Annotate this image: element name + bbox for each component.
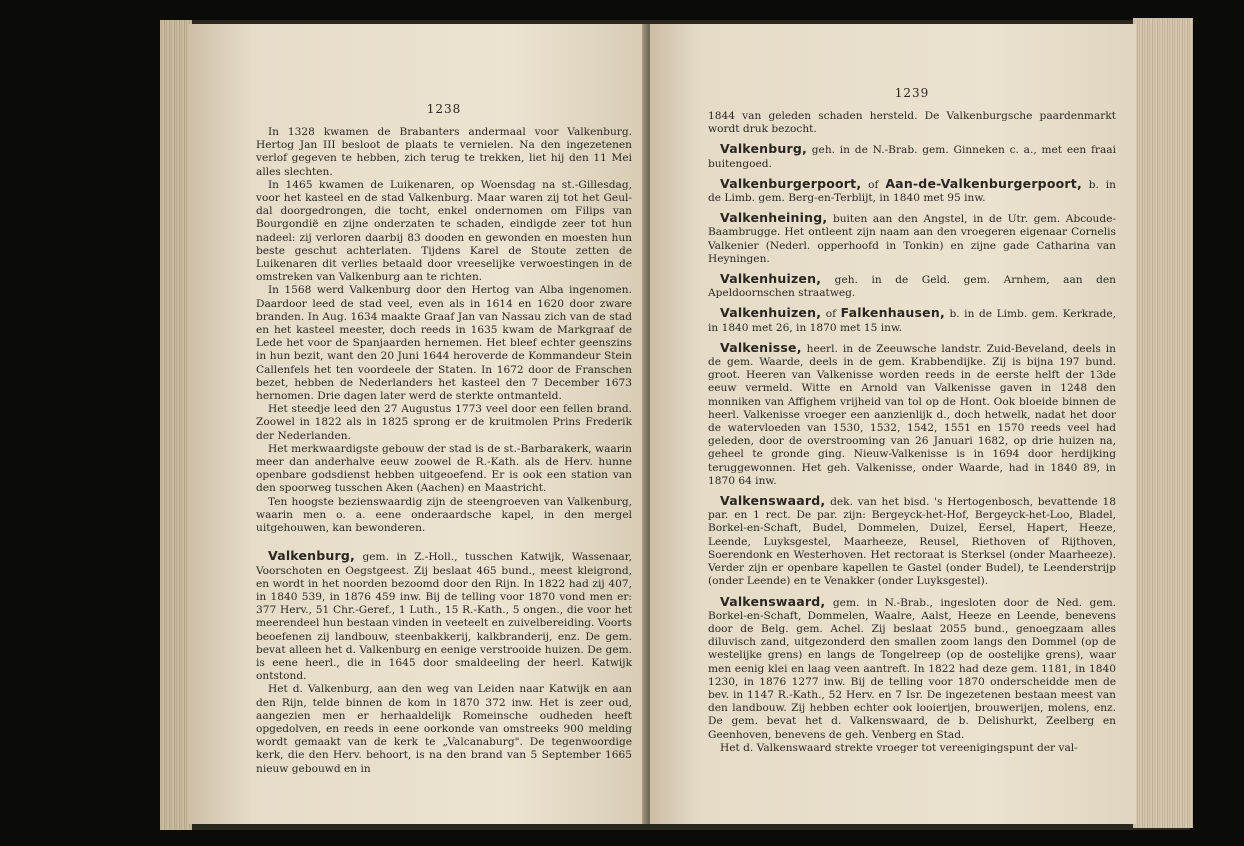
headword: Valkenburg,	[268, 548, 355, 564]
headword: Falkenhausen,	[840, 305, 945, 321]
headword: Aan-de-Valkenburgerpoort,	[885, 175, 1082, 191]
paragraph: In 1568 werd Valkenburg door den Hertog van Alba ingenomen. Daardoor leed de stad veel, even als in 1614 en 1620 door zware branden. In Aug. 1634 maakte Graaf Jan van Nassau zich van de stad en het kasteel meester, doch reeds in 1635 kwam de Markgraaf de Lede het voor de Spanjaarden hernemen. Het bleef echter geenszins in hun bezit, want den 20 Juni 1644 heroverde de Kommandeur Stein Callenfels het ten voordeele der Staten. In 1672 door de Franschen bezet, hebben de Nederlanders het kasteel den 7 December 1673 hernomen. Drie dagen later werd de sterkte ontmanteld.	[256, 284, 632, 403]
entry-paragraph	[708, 494, 1116, 588]
entry-text: geh. in de N.-Brab. gem. Ginneken c. a., met een fraai buitengoed.	[708, 144, 1116, 170]
paragraph: Het merkwaardigste gebouw der stad is de st.-Barbarakerk, waarin meer dan anderhalve eeuw zoowel de R.-Kath. als de Herv. hunne openbare godsdienst hebben uitgeoefend. Er is ook een station van den spoorweg tusschen Aken (Aachen) en Maastricht.	[256, 442, 632, 495]
entry-text: gem. in N.-Brab., ingesloten door de Ned. gem. Borkel-en-Schaft, Dommelen, Waalre, Aalst, Heeze en Leende, benevens door de Belg. gem. Achel. Zij beslaat 2055 bund., genoegzaam alles diluvisch zand, uitgezonderd den smallen zoom langs den Dommel (op de westelijke grens) en langs de Tongelreep (op de oostelijke grens), waar men eenig klei en laag veen aantreft. In 1822 had deze gem. 1181, in 1840 1230, in 1876 1277 inw. Bij de telling voor 1870 onderscheidde men de bev. in 1147 R.-Kath., 52 Herv. en 7 Isr. De ingezetenen bestaan meest van den landbouw. Zij hebben echter ook looierijen, brouwerijen, molens, enz. De gem. bevat het d. Valkenswaard, de b. Delishurkt, Zeelberg en Geenhoven, benevens de geh. Venberg en Stad.	[708, 596, 1116, 741]
left-page	[188, 24, 646, 824]
entry-paragraph	[708, 595, 1116, 742]
headword: Valkenswaard,	[720, 493, 826, 509]
page-edges-right	[1133, 18, 1193, 828]
entry-paragraph	[708, 272, 1116, 300]
page-number: 1239	[894, 86, 930, 100]
headword: Valkenheining,	[720, 210, 828, 226]
paragraph: In 1328 kwamen de Brabanters andermaal voor Valkenburg. Hertog Jan III besloot de plaats te vernielen. Na den ingezetenen verlof gegeven te hebben, zich terug te trekken, liet hij den 11 Mei alles slechten.	[256, 126, 632, 178]
headword: Valkenhuizen,	[720, 271, 822, 287]
paragraph: In 1465 kwamen de Luikenaren, op Woensdag na st.-Gillesdag, voor het kasteel en de stad Valkenburg. Maar waren zij tot het Geul-dal doorgedrongen, die tocht, enkel ondernomen om Filips van Bourgondië en zijne onderzaten te schaden, eindigde zeer tot hun nadeel: zij verloren daarbij 83 dooden en gewonden en moesten hun beste geschut achterlaten. Tijdens Karel de Stoute zetten de Luikenaren dit verlies betaald door vreeselijke verwoestingen in de omstreken van Valkenburg aan te richten.	[256, 178, 632, 284]
right-page	[650, 24, 1136, 824]
page-number: 1238	[426, 102, 462, 116]
headword: Valkenburg,	[720, 141, 807, 157]
headword: Valkenisse,	[720, 339, 802, 355]
entry-text: geh. in de Geld. gem. Arnhem, aan den Apeldoornschen straatweg.	[708, 274, 1116, 300]
entry-text: dek. van het bisd. 's Hertogenbosch, bevattende 18 par. en 1 rect. De par. zijn: Bergeyck-het-Hof, Bergeyck-het-Loo, Bladel, Borkel-en-Schaft, Budel, Dommelen, Duizel, Eersel, Hapert, Heeze, Leende, Luyksgestel, Maarheeze, Reusel, Riethoven of Rijthoven, Soerendonk en Westerhoven. Het rectoraat is Sterksel (onder Maarheeze). Verder zijn er openbare kapellen te Gastel (onder Budel), te Leenderstrijp (onder Leende) en te Venakker (onder Luyksgestel).	[708, 496, 1116, 588]
entry-text: buiten aan den Angstel, in de Utr. gem. Abcoude-Baambrugge. Het ontleent zijn naam aan den vroegeren eigenaar Cornelis Valkenier (Nederl. opperhoofd in Tonkin) en zijne gade Catharina van Heyningen.	[708, 213, 1116, 265]
entry-text: b. in de Limb. gem. Kerkrade, in 1840 met 26, in 1870 met 15 inw.	[708, 308, 1116, 334]
entry-paragraph	[708, 341, 1116, 488]
paragraph: Het d. Valkenburg, aan den weg van Leiden naar Katwijk en aan den Rijn, telde binnen de kom in 1870 372 inw. Het is zeer oud, aangezien men er herhaaldelijk Romeinsche oudheden heeft opgedolven, en reeds in eene oorkonde van omstreeks 900 melding wordt gemaakt van de kerk te „Valcanaburg". De tegenwoordige kerk, die den Herv. behoort, is na den brand van 5 September 1665 nieuw gebouwd en in	[256, 683, 632, 775]
entry-text: b. in de Limb. gem. Berg-en-Terblijt, in 1840 met 95 inw.	[708, 178, 1116, 205]
entry-paragraph	[708, 142, 1116, 170]
entry-paragraph	[708, 306, 1116, 334]
paragraph: Het d. Valkenswaard strekte vroeger tot vereenigingspunt der val-	[720, 741, 1078, 754]
entry-text: of	[821, 308, 841, 321]
paragraph: Het steedje leed den 27 Augustus 1773 veel door een fellen brand. Zoowel in 1822 als in 1825 sprong er de kruitmolen Prins Frederik der Nederlanden.	[256, 403, 632, 442]
headword: Valkenburgerpoort,	[720, 175, 862, 191]
entry-paragraph	[708, 177, 1116, 205]
headword: Valkenswaard,	[720, 593, 826, 609]
entry-paragraph	[256, 549, 632, 683]
paragraph: 1844 van geleden schaden hersteld. De Valkenburgsche paardenmarkt wordt druk bezocht.	[708, 110, 1116, 136]
entry-text: of	[861, 178, 886, 191]
entry-paragraph	[708, 211, 1116, 266]
headword: Valkenhuizen,	[720, 305, 822, 321]
paragraph: Ten hoogste bezienswaardig zijn de steengroeven van Valkenburg, waarin men o. a. eene onderaardsche kapel, in den mergel uitgehouwen, kan bewonderen.	[256, 495, 632, 535]
entry-text: heerl. in de Zeeuwsche landstr. Zuid-Beveland, deels in de gem. Waarde, deels in de gem. Krabbendijke. Zij is bijna 197 bund. groot. Heeren van Valkenisse worden reeds in de eerste helft der 13de eeuw vermeld. Witte en Arnold van Valkenisse gaven in 1248 den monniken van Affighem vrijheid van tol op de Hont. Ook bloeide binnen de heerl. Valkenisse vroeger een aanzienlijk d., doch hetwelk, nadat het door de watervloeden van 1530, 1532, 1542, 1551 en 1570 reeds veel had geleden, door de overstrooming van 26 Januari 1682, op drie huizen na, geheel te gronde ging. Nieuw-Valkenisse is in 1694 door herdijking teruggewonnen. Het geh. Valkenisse, onder Waarde, had in 1840 89, in 1870 64 inw.	[708, 342, 1116, 487]
entry-text: gem. in Z.-Holl., tusschen Katwijk, Wassenaar, Voorschoten en Oegstgeest. Zij beslaat 465 bund., meest kleigrond, en wordt in het noorden bezoomd door den Rijn. In 1822 had zij 407, in 1840 539, in 1876 459 inw. Bij de telling voor 1870 vond men er: 377 Herv., 51 Chr.-Geref., 1 Luth., 15 R.-Kath., 5 ongen., die voor het meerendeel hun bestaan vinden in veeteelt en zuivelbereiding. Voorts beoefenen zij landbouw, steenbakkerij, kalkbranderij, enz. De gem. bevat alleen het d. Valkenburg en eenige verstrooide huizen. De gem. is eene heerl., die in 1645 door smaldeeling der heerl. Katwijk ontstond.	[256, 551, 632, 683]
